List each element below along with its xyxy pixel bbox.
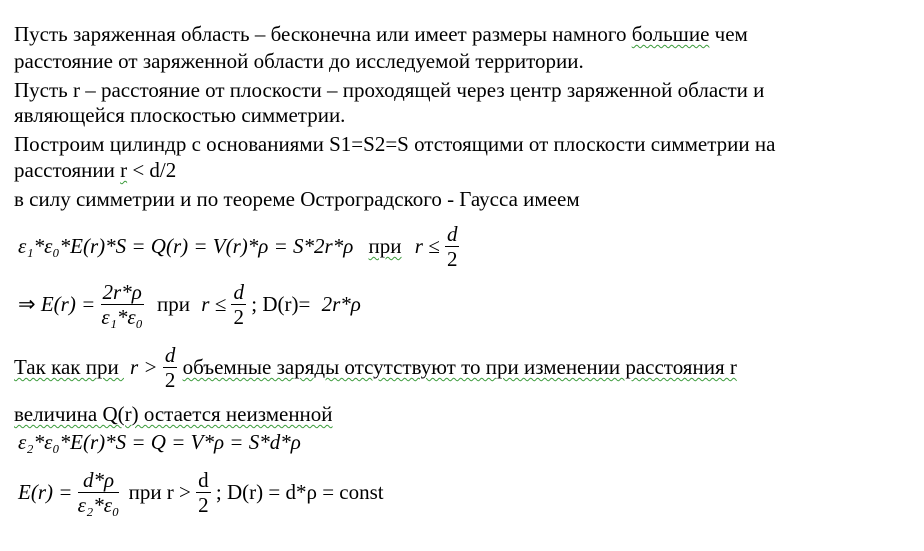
- text-span: < d/2: [127, 158, 177, 182]
- text-line-4: являющейся плоскостью симметрии.: [14, 103, 346, 127]
- equation-lhs: E(r) =: [18, 480, 73, 504]
- spellcheck-text: величина Q(r) остается неизменной: [14, 402, 333, 426]
- equation-condition: r ≤: [414, 234, 440, 258]
- equation-word: при: [157, 292, 191, 316]
- fraction-field: [78, 468, 120, 517]
- fraction-denominator: 2: [164, 368, 176, 392]
- implies-arrow: ⇒: [18, 292, 36, 316]
- fraction-numerator: d*ρ: [78, 468, 120, 493]
- text-span: чем: [709, 22, 748, 46]
- fraction-field: [101, 280, 144, 329]
- fraction-numerator: d: [233, 280, 244, 304]
- text-span: расстоянии: [14, 158, 121, 182]
- text-line-1: [14, 21, 748, 47]
- equation-4: ε₂*ε₀*E(r)*S = Q = V*ρ = S*d*ρ: [18, 430, 301, 454]
- fraction-numerator: d: [198, 468, 209, 492]
- equation-1: [18, 222, 459, 271]
- equation-5: [18, 468, 384, 517]
- fraction-denominator: ε₂*ε₀: [77, 493, 120, 517]
- text-line-8: [14, 343, 737, 392]
- fraction-denominator: 2: [446, 247, 458, 271]
- equation-2: [18, 280, 361, 329]
- equation-lhs: E(r) =: [40, 292, 96, 316]
- equation-tail: ; D(r)=: [251, 292, 311, 316]
- equation-expression: 2r*ρ: [321, 292, 361, 316]
- text-line-3: Пусть r – расстояние от плоскости – проходящей через центр заряженной области и: [14, 78, 765, 102]
- equation-expression: ε₁*ε₀*E(r)*S = Q(r) = V(r)*ρ = S*2r*ρ: [18, 234, 354, 258]
- fraction-denominator: 2: [198, 493, 209, 517]
- fraction-denominator: 2: [233, 305, 244, 329]
- text-line-7: в силу симметрии и по теореме Остроградского - Гаусса имеем: [14, 187, 580, 211]
- text-line-2: расстояние от заряженной области до исследуемой территории.: [14, 49, 584, 73]
- spellcheck-word: при: [368, 234, 402, 258]
- text-line-6: [14, 157, 176, 183]
- spellcheck-word: r: [120, 158, 128, 182]
- fraction-d-over-2: [445, 222, 460, 271]
- equation-tail: ; D(r) = d*ρ = const: [215, 480, 384, 504]
- fraction-numerator: 2r*ρ: [102, 280, 142, 304]
- spellcheck-text: объемные заряды отсутствуют то при изменении расстояния r: [182, 355, 737, 379]
- equation-condition: при r >: [128, 480, 191, 504]
- spellcheck-text: Так как при: [14, 355, 124, 379]
- fraction-d-over-2: [196, 468, 211, 517]
- fraction-numerator: d: [164, 343, 176, 367]
- equation-condition: r >: [129, 355, 158, 379]
- fraction-denominator: ε₁*ε₀: [101, 305, 143, 329]
- fraction-numerator: d: [446, 222, 458, 246]
- fraction-d-over-2: [163, 343, 178, 392]
- equation-condition: r ≤: [201, 292, 227, 316]
- spellcheck-word: большие: [631, 22, 710, 46]
- fraction-d-over-2: [231, 280, 246, 329]
- text-line-5: Построим цилиндр с основаниями S1=S2=S отстоящими от плоскости симметрии на: [14, 132, 776, 156]
- text-span: Пусть заряженная область – бесконечна или имеет размеры намного: [14, 22, 632, 46]
- text-line-9: [14, 401, 333, 427]
